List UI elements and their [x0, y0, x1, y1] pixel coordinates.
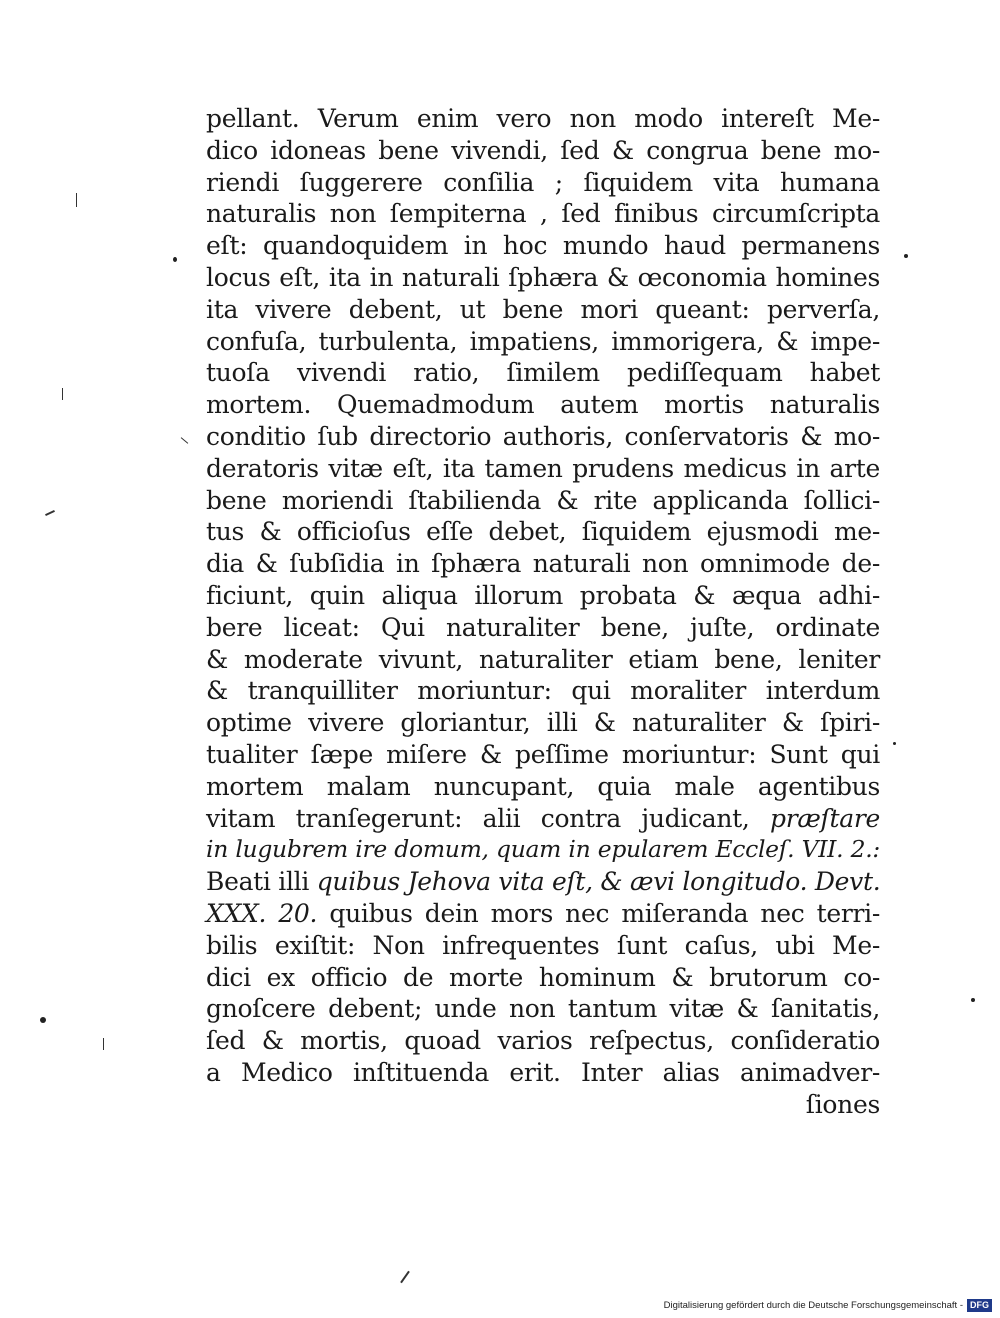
scan-mark — [181, 437, 189, 444]
text-segment: naturalis non ſempiterna , ſed finibus circumſcripta — [206, 199, 880, 229]
text-line — [206, 548, 880, 580]
scan-speck — [893, 742, 896, 745]
text-line — [206, 803, 880, 835]
text-segment: locus eſt, ita in naturali ſphæra & œconomia homines — [206, 262, 880, 292]
catchword: ſiones — [805, 1089, 880, 1119]
text-line — [206, 1057, 880, 1089]
text-segment: & tranquilliter moriuntur: qui moraliter interdum — [206, 676, 880, 706]
text-segment: quibus dein mors nec miſeranda nec terri- — [317, 898, 880, 928]
text-line — [206, 453, 880, 485]
text-segment: tualiter ſæpe miſere & peſſime moriuntur: Sunt qui — [206, 739, 880, 769]
text-line — [206, 739, 880, 771]
text-segment: Beati illi — [206, 867, 317, 897]
text-line — [206, 930, 880, 962]
text-segment: vitam tranſegerunt: alii contra judicant, — [206, 803, 770, 833]
text-segment: eſt: quandoquidem in hoc mundo haud permanens — [206, 231, 880, 261]
text-segment: mortem malam nuncupant, quia male agentibus — [206, 771, 880, 801]
text-line — [206, 262, 880, 294]
text-line — [206, 612, 880, 644]
scan-mark — [400, 1271, 410, 1284]
text-line — [206, 898, 880, 930]
text-segment: deratoris vitæ eſt, ita tamen prudens medicus in arte — [206, 453, 880, 483]
italic-segment: præſtare — [769, 803, 880, 833]
text-line — [206, 485, 880, 517]
dfg-logo: DFG — [967, 1299, 992, 1312]
text-line — [206, 834, 880, 866]
scan-mark — [76, 193, 77, 207]
italic-segment: in lugubrem ire domum, quam in epularem Eccleſ. VII. 2.: — [206, 835, 880, 864]
text-line — [206, 103, 880, 135]
text-line — [206, 135, 880, 167]
scan-speck — [173, 257, 177, 262]
text-segment: a Medico inſtituenda erit. Inter alias animadver- — [206, 1057, 880, 1087]
text-segment: tuoſa vivendi ratio, ſimilem pediſſequam habet — [206, 358, 880, 388]
footer-text: Digitalisierung gefördert durch die Deutsche Forschungsgemeinschaft - — [663, 1299, 963, 1311]
italic-segment: XXX. 20. — [206, 898, 318, 928]
footer-credit — [664, 1298, 992, 1312]
text-line — [206, 962, 880, 994]
scan-speck — [904, 254, 908, 258]
text-segment: optime vivere gloriantur, illi & naturaliter & ſpiri- — [206, 708, 880, 738]
text-line — [206, 294, 880, 326]
scan-mark — [103, 1038, 104, 1050]
scan-mark — [62, 388, 63, 400]
text-line — [206, 389, 880, 421]
text-segment: bilis exiſtit: Non infrequentes ſunt caſus, ubi Me- — [206, 930, 880, 960]
text-line — [206, 1025, 880, 1057]
text-segment: dia & ſubſidia in ſphæra naturali non omnimode de- — [206, 549, 880, 579]
text-line — [206, 580, 880, 612]
text-segment: mortem. Quemadmodum autem mortis naturalis — [206, 390, 880, 420]
text-segment: ficiunt, quin aliqua illorum probata & æqua adhi- — [206, 580, 880, 610]
text-line — [206, 644, 880, 676]
text-line — [206, 993, 880, 1025]
text-segment: ſed & mortis, quoad varios reſpectus, conſideratio — [206, 1026, 880, 1056]
text-segment: conditio ſub directorio authoris, conſervatoris & mo- — [206, 421, 880, 451]
text-segment: tus & officioſus eſſe debet, ſiquidem ejusmodi me- — [206, 517, 880, 547]
text-segment: ita vivere debent, ut bene mori queant: perverſa, — [206, 294, 880, 324]
text-segment: dico idoneas bene vivendi, ſed & congrua bene mo- — [206, 135, 880, 165]
text-line — [206, 167, 880, 199]
text-line — [206, 230, 880, 262]
scan-speck — [40, 1017, 46, 1023]
text-line — [206, 421, 880, 453]
text-segment: dici ex officio de morte hominum & brutorum co- — [206, 962, 880, 992]
text-line — [206, 771, 880, 803]
text-line — [206, 357, 880, 389]
text-segment: bene moriendi ſtabilienda & rite applicanda ſollici- — [206, 485, 880, 515]
body-text — [206, 103, 880, 1121]
text-line — [206, 326, 880, 358]
italic-segment: quibus Jehova vita eſt, & ævi longitudo. Devt. — [316, 867, 881, 897]
text-segment: confuſa, turbulenta, impatiens, immorigera, & impe- — [206, 326, 880, 356]
text-segment: riendi ſuggerere conſilia ; ſiquidem vita humana — [206, 167, 880, 197]
text-segment: gnoſcere debent; unde non tantum vitæ & ſanitatis, — [206, 994, 880, 1024]
text-segment: & moderate vivunt, naturaliter etiam bene, leniter — [206, 644, 880, 674]
text-line — [206, 866, 880, 898]
scan-mark — [45, 510, 55, 516]
scan-speck — [971, 998, 975, 1002]
text-line — [206, 675, 880, 707]
text-line — [206, 198, 880, 230]
text-line — [206, 707, 880, 739]
text-segment: pellant. Verum enim vero non modo intereſt Me- — [206, 104, 880, 133]
text-segment: bere liceat: Qui naturaliter bene, juſte, ordinate — [206, 612, 880, 642]
text-line — [206, 516, 880, 548]
